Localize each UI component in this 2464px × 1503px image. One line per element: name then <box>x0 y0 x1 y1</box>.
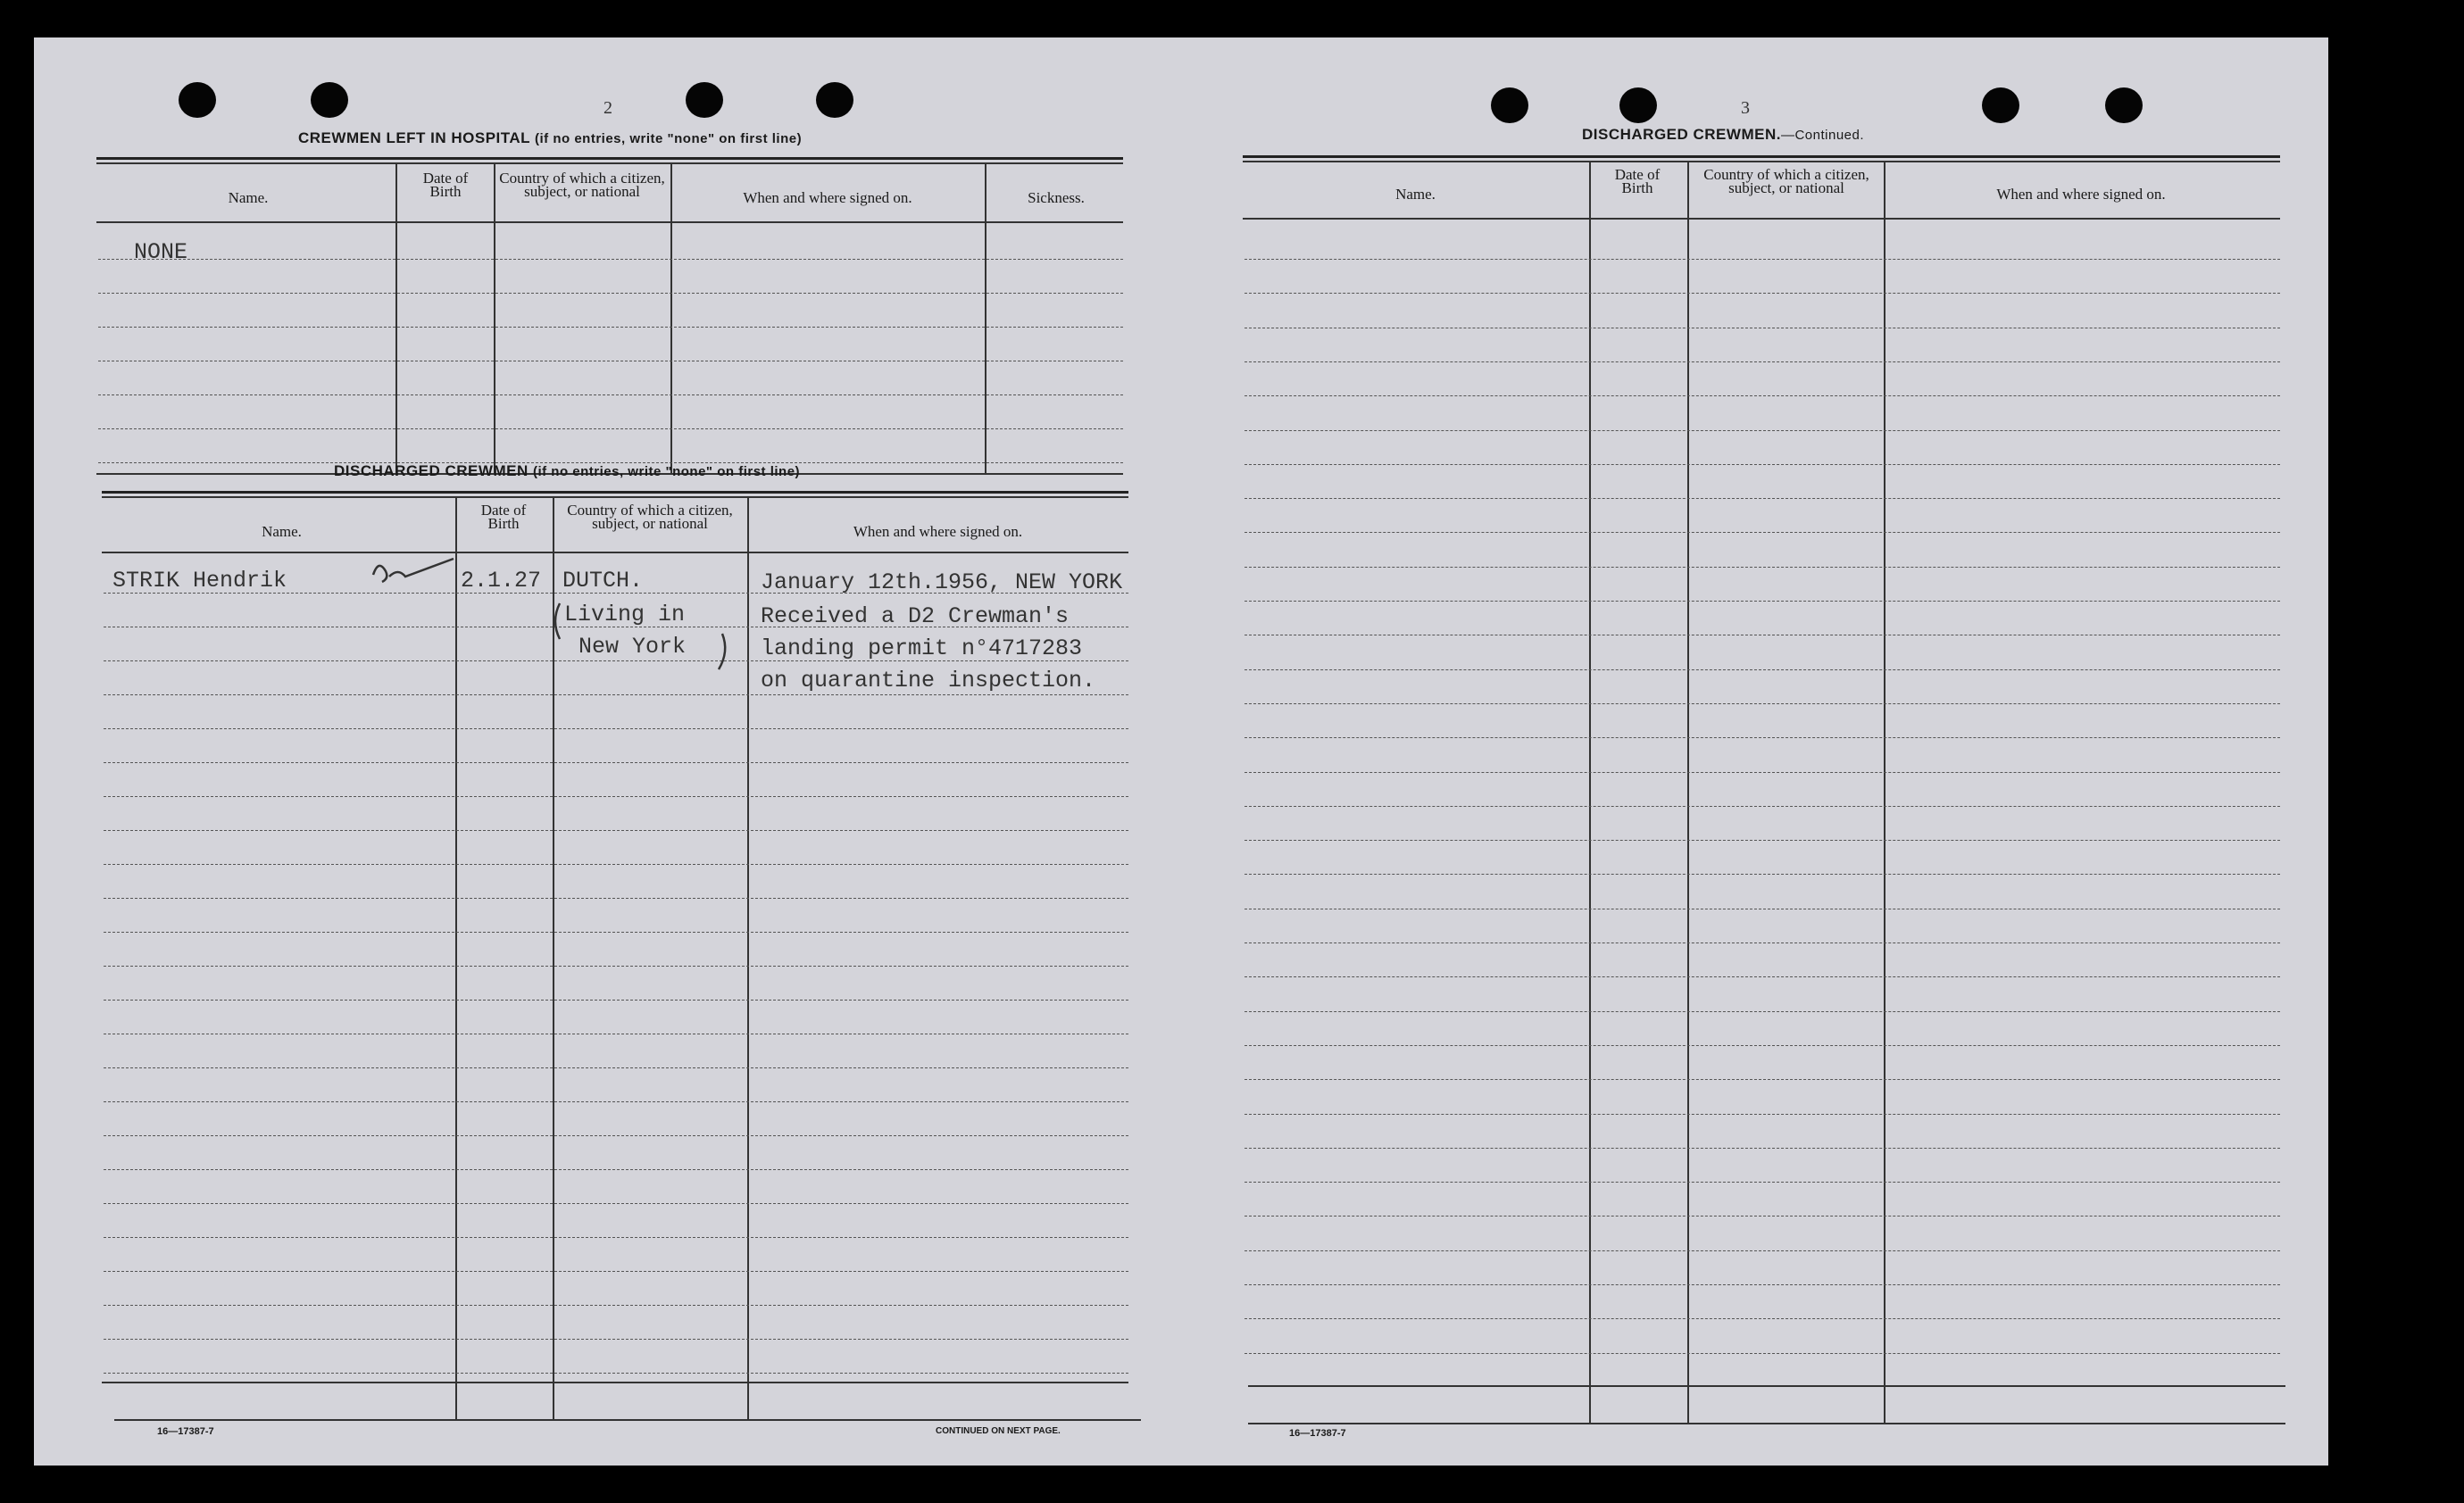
ruling-line <box>1244 1079 2280 1080</box>
ruling-line <box>1244 1353 2280 1354</box>
ruling-line <box>104 1135 1128 1136</box>
ruling-line <box>1244 361 2280 362</box>
column-header-name: Name. <box>262 523 302 540</box>
ruling-line <box>1244 1045 2280 1046</box>
ruling-line <box>104 1101 1128 1102</box>
ruling-line <box>104 728 1128 729</box>
column-header-birth: Date of Birth <box>1614 166 1661 196</box>
ruling-line <box>98 428 1123 429</box>
ruling-line <box>1244 601 2280 602</box>
ruling-line <box>1244 976 2280 977</box>
ruling-line <box>1244 259 2280 260</box>
ruling-line <box>1244 806 2280 807</box>
ruling-line <box>98 327 1123 328</box>
discharged-continued-title: DISCHARGED CREWMEN.—Continued. <box>1582 126 1865 143</box>
punch-hole <box>311 82 348 118</box>
hospital-entry: NONE <box>134 239 188 265</box>
punch-hole <box>686 82 723 118</box>
ruling-line <box>104 1339 1128 1340</box>
ruling-line <box>1244 430 2280 431</box>
page-number: 3 <box>1741 98 1750 118</box>
ruling-line <box>1244 1318 2280 1319</box>
left-page <box>34 37 1195 1466</box>
continued-note: CONTINUED ON NEXT PAGE. <box>936 1426 1061 1436</box>
document-sheet <box>34 37 2328 1466</box>
ruling-line <box>1244 1114 2280 1115</box>
ruling-line <box>104 1000 1128 1001</box>
column-header-country: Country of which a citizen, subject, or national <box>499 170 665 200</box>
ruling-line <box>104 1271 1128 1272</box>
signed-on-line: Received a D2 Crewman's <box>761 603 1070 629</box>
ruling-line <box>1244 1284 2280 1285</box>
ruling-line <box>1244 669 2280 670</box>
crewman-date-of-birth: 2.1.27 <box>461 568 542 594</box>
form-number: 16—17387-7 <box>1289 1428 1346 1439</box>
ruling-line <box>104 932 1128 933</box>
ruling-line <box>104 796 1128 797</box>
ruling-line <box>1244 395 2280 396</box>
punch-hole <box>816 82 853 118</box>
bracket-mark <box>547 600 735 671</box>
ruling-line <box>104 966 1128 967</box>
hospital-section-title: CREWMEN LEFT IN HOSPITAL (if no entries, write "none" on first line) <box>298 129 803 146</box>
punch-hole <box>1619 87 1657 123</box>
ruling-line <box>1244 703 2280 704</box>
ruling-line <box>104 1305 1128 1306</box>
ruling-line <box>104 694 1128 695</box>
ruling-line <box>104 1203 1128 1204</box>
ruling-line <box>104 830 1128 831</box>
discharged-section-title: DISCHARGED CREWMEN (if no entries, write "none" on first line) <box>334 462 801 479</box>
ruling-line <box>1244 942 2280 943</box>
ruling-line <box>1244 293 2280 294</box>
ruling-line <box>104 1169 1128 1170</box>
handwritten-mark <box>364 548 471 593</box>
ruling-line <box>1244 1011 2280 1012</box>
column-header-country: Country of which a citizen, subject, or national <box>1703 166 1869 196</box>
ruling-line <box>104 898 1128 899</box>
ruling-line <box>1244 1182 2280 1183</box>
ruling-line <box>104 864 1128 865</box>
column-header-birth: Date of Birth <box>480 502 527 532</box>
ruling-line <box>98 259 1123 260</box>
ruling-line <box>98 293 1123 294</box>
form-number: 16—17387-7 <box>157 1426 214 1437</box>
signed-on-line: landing permit n°4717283 <box>761 635 1083 661</box>
ruling-line <box>1244 567 2280 568</box>
ruling-line <box>104 1373 1128 1374</box>
column-header-name: Name. <box>1395 186 1436 203</box>
punch-hole <box>1491 87 1528 123</box>
ruling-line <box>1244 772 2280 773</box>
ruling-line <box>104 1067 1128 1068</box>
ruling-line <box>1244 464 2280 465</box>
ruling-line <box>1244 840 2280 841</box>
crewman-country-line: DUTCH. <box>562 568 644 594</box>
column-header-name: Name. <box>228 189 269 206</box>
ruling-line <box>1244 1216 2280 1217</box>
ruling-line <box>1244 874 2280 875</box>
punch-hole <box>2105 87 2143 123</box>
crewman-name: STRIK Hendrik <box>112 568 287 594</box>
ruling-line <box>104 762 1128 763</box>
right-page <box>1221 37 2328 1466</box>
ruling-line <box>1244 498 2280 499</box>
column-header-signed-on: When and where signed on. <box>743 189 912 206</box>
punch-hole <box>1982 87 2019 123</box>
crewman-country-line: New York <box>579 634 687 660</box>
column-header-sickness: Sickness. <box>1028 189 1085 206</box>
signed-on-line: on quarantine inspection. <box>761 668 1096 693</box>
column-header-signed-on: When and where signed on. <box>1996 186 2166 203</box>
crewman-country-line: Living in <box>564 602 686 627</box>
ruling-line <box>1244 1250 2280 1251</box>
ruling-line <box>1244 737 2280 738</box>
ruling-line <box>104 1237 1128 1238</box>
punch-hole <box>179 82 216 118</box>
signed-on-line: January 12th.1956, NEW YORK <box>761 569 1123 595</box>
column-header-signed-on: When and where signed on. <box>853 523 1023 540</box>
page-number: 2 <box>604 98 612 118</box>
ruling-line <box>1244 532 2280 533</box>
column-header-country: Country of which a citizen, subject, or national <box>567 502 733 532</box>
ruling-line <box>1244 1148 2280 1149</box>
ruling-line <box>98 394 1123 395</box>
column-header-birth: Date of Birth <box>422 170 469 200</box>
